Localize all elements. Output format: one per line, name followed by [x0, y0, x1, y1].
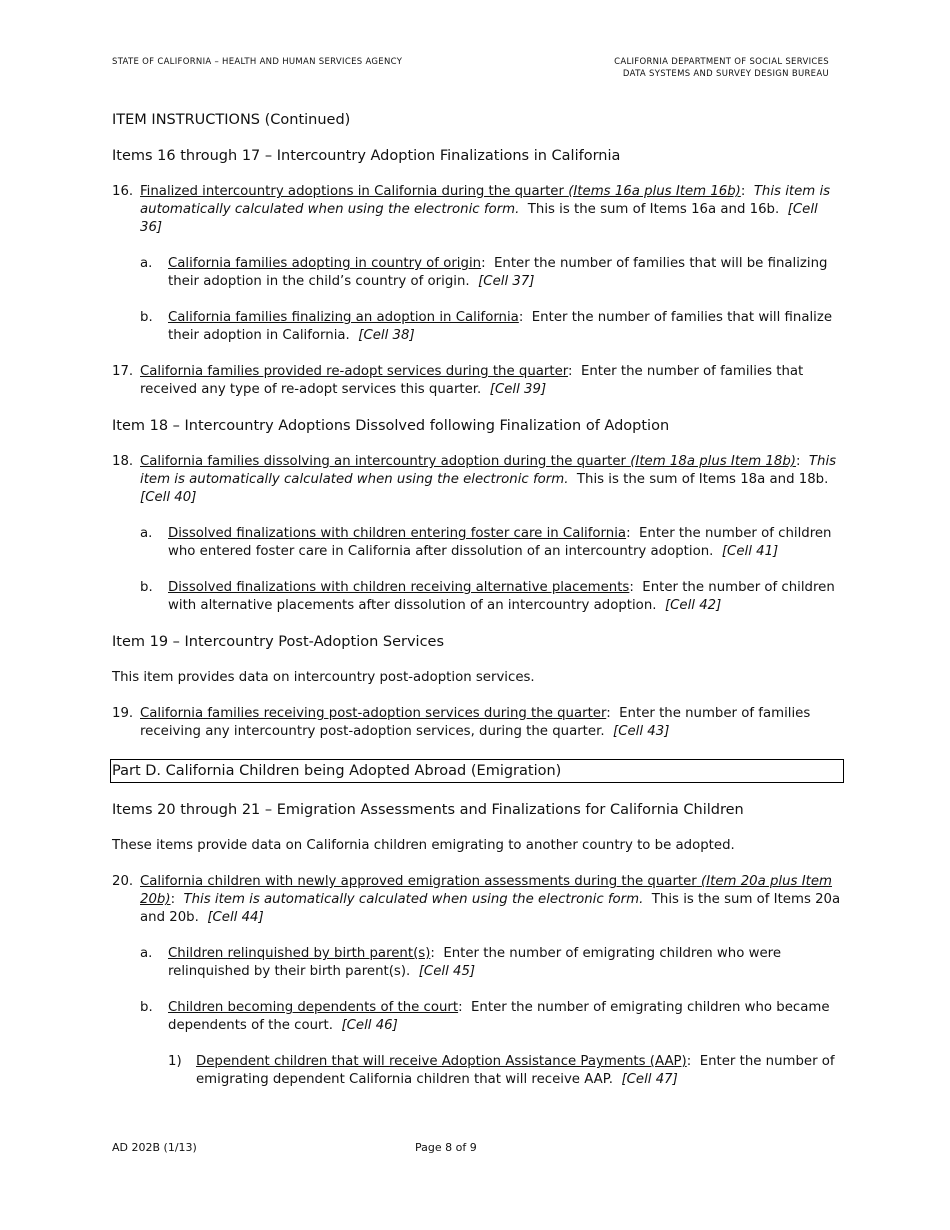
item-label: Finalized intercountry adoptions in California during the quarter (Items 16a plus Item 16b): [140, 184, 741, 199]
item-text: Enter the number of families that will finalize their adoption in California.: [168, 310, 833, 343]
item-label: California children with newly approved emigration assessments during the quarter (Item 20a plus Item 20b): [140, 874, 832, 907]
item-label: Children relinquished by birth parent(s): [168, 946, 431, 961]
cell-ref: [Cell 46]: [341, 1018, 398, 1033]
item-label: California families provided re-adopt services during the quarter: [140, 364, 568, 379]
cell-ref: [Cell 38]: [358, 328, 415, 343]
section-heading-20-21: Items 20 through 21 – Emigration Assessments and Finalizations for California Children: [112, 802, 744, 818]
section-heading-18: Item 18 – Intercountry Adoptions Dissolved following Finalization of Adoption: [112, 418, 670, 434]
item-number: a.: [140, 946, 153, 961]
item-label: Children becoming dependents of the court: [168, 1000, 459, 1015]
cell-ref: [Cell 45]: [418, 964, 476, 979]
item-text: Enter the number of families receiving any intercountry post-adoption services, during the quarter.: [140, 706, 811, 739]
footer-form-number: AD 202B (1/13): [112, 1141, 197, 1154]
item-text: Enter the number of children with alternative placements after dissolution of an intercountry adoption.: [168, 580, 835, 613]
header-department-line2: DATA SYSTEMS AND SURVEY DESIGN BUREAU: [622, 69, 829, 79]
auto-calc-note: This item is automatically calculated when using the electronic form.: [183, 892, 644, 907]
cell-ref: [Cell 39]: [489, 382, 547, 397]
item-20a: a. Children relinquished by birth parent(s): Enter the number of emigrating children who were relinquished by their birth parent(s). [Cell 45]: [140, 946, 781, 979]
document-body: [112, 111, 842, 1107]
item-text: Enter the number of children who entered foster care in California after dissolution of an intercountry adoption.: [168, 526, 832, 559]
cell-ref: [Cell 47]: [621, 1072, 678, 1087]
part-d-heading: Part D. California Children being Adopted Abroad (Emigration): [110, 759, 844, 783]
item-text: Enter the number of emigrating children who were relinquished by their birth parent(s).: [168, 946, 781, 979]
cell-ref: [Cell 36]: [140, 202, 818, 235]
item-number: 19.: [112, 706, 134, 721]
header-department: [614, 56, 829, 80]
page-title: ITEM INSTRUCTIONS (Continued): [112, 112, 351, 128]
item-number: a.: [140, 256, 153, 271]
item-label: Dissolved finalizations with children entering foster care in California: [168, 526, 627, 541]
section-intro-20-21: These items provide data on California children emigrating to another country to be adopted.: [112, 838, 735, 853]
item-16b: b. California families finalizing an adoption in California: Enter the number of families that will finalize their adoption in California. [Cell 38]: [140, 310, 833, 343]
header-agency: STATE OF CALIFORNIA – HEALTH AND HUMAN SERVICES AGENCY: [112, 57, 403, 67]
item-label: Dependent children that will receive Adoption Assistance Payments (AAP): [196, 1054, 687, 1069]
item-17: 17. California families provided re-adopt services during the quarter: Enter the number of families that received any type of re-adopt services this quarter. [Cell 39]: [112, 364, 804, 397]
item-18: 18. California families dissolving an intercountry adoption during the quarter (Item 18a plus Item 18b): This item is automatically calculated when using the electronic form. This is the sum of Items 18a and 18b. [Cell 40]: [112, 454, 837, 505]
header-department-line1: CALIFORNIA DEPARTMENT OF SOCIAL SERVICES: [614, 57, 829, 67]
item-label: California families receiving post-adoption services during the quarter: [140, 706, 607, 721]
cell-ref: [Cell 40]: [140, 490, 197, 505]
item-number: 18.: [112, 454, 134, 469]
item-number: b.: [140, 580, 153, 595]
cell-ref: [Cell 37]: [478, 274, 535, 289]
item-20: 20. California children with newly approved emigration assessments during the quarter (Item 20a plus Item 20b): This item is automatically calculated when using the electronic form. This is the sum of Items 20a and 20b. [Cell 44]: [112, 874, 841, 925]
item-18b: b. Dissolved finalizations with children receiving alternative placements: Enter the number of children with alternative placements after dissolution of an intercountry adoption. [Cell 42]: [140, 580, 835, 613]
item-number: a.: [140, 526, 153, 541]
item-number: 16.: [112, 184, 134, 199]
item-text: Enter the number of emigrating children who became dependents of the court.: [168, 1000, 830, 1033]
item-text: This is the sum of Items 16a and 16b.: [527, 202, 780, 217]
item-number: 1): [168, 1054, 182, 1069]
auto-calc-note: This item is automatically calculated when using the electronic form.: [140, 184, 831, 217]
footer-page-number: Page 8 of 9: [415, 1141, 477, 1154]
item-label: Dissolved finalizations with children receiving alternative placements: [168, 580, 630, 595]
item-20b: b. Children becoming dependents of the court: Enter the number of emigrating children who became dependents of the court. [Cell 46]: [140, 1000, 830, 1033]
item-18a: a. Dissolved finalizations with children entering foster care in California: Enter the number of children who entered foster care in California after dissolution of an intercountry adoption. [Cell 41]: [140, 526, 832, 559]
item-16: 16. Finalized intercountry adoptions in California during the quarter (Items 16a plus Item 16b): This item is automatically calculated when using the electronic form. This is the sum of Items 16a and 16b. [Cell 36]: [112, 184, 831, 235]
item-label: California families finalizing an adoption in California: [168, 310, 519, 325]
item-text: This is the sum of Items 18a and 18b.: [576, 472, 829, 487]
cell-ref: [Cell 41]: [721, 544, 779, 559]
item-text: This is the sum of Items 20a and 20b.: [140, 892, 841, 925]
item-16a: a. California families adopting in country of origin: Enter the number of families that will be finalizing their adoption in the child’s country of origin. [Cell 37]: [140, 256, 828, 289]
item-text: Enter the number of families that will be finalizing their adoption in the child’s country of origin.: [168, 256, 828, 289]
item-text: Enter the number of families that received any type of re-adopt services this quarter.: [140, 364, 804, 397]
cell-ref: [Cell 42]: [664, 598, 722, 613]
item-number: 20.: [112, 874, 134, 889]
item-text: Enter the number of emigrating dependent California children that will receive AAP.: [196, 1054, 835, 1087]
section-heading-16-17: Items 16 through 17 – Intercountry Adoption Finalizations in California: [112, 148, 621, 164]
item-number: 17.: [112, 364, 134, 379]
item-20b-1: 1) Dependent children that will receive Adoption Assistance Payments (AAP): Enter the number of emigrating dependent California children that will receive AAP. [Cell 47]: [168, 1054, 835, 1087]
section-intro-19: This item provides data on intercountry post-adoption services.: [112, 670, 535, 685]
section-heading-19: Item 19 – Intercountry Post-Adoption Services: [112, 634, 445, 650]
item-19: 19. California families receiving post-adoption services during the quarter: Enter the number of families receiving any intercountry post-adoption services, during the quarter. [Cell 43]: [112, 706, 811, 739]
cell-ref: [Cell 43]: [613, 724, 670, 739]
auto-calc-note: This item is automatically calculated when using the electronic form.: [140, 454, 837, 487]
item-label: California families dissolving an intercountry adoption during the quarter (Item 18a plus Item 18b): [140, 454, 796, 469]
item-number: b.: [140, 1000, 153, 1015]
item-label: California families adopting in country of origin: [168, 256, 482, 271]
item-number: b.: [140, 310, 153, 325]
cell-ref: [Cell 44]: [207, 910, 264, 925]
